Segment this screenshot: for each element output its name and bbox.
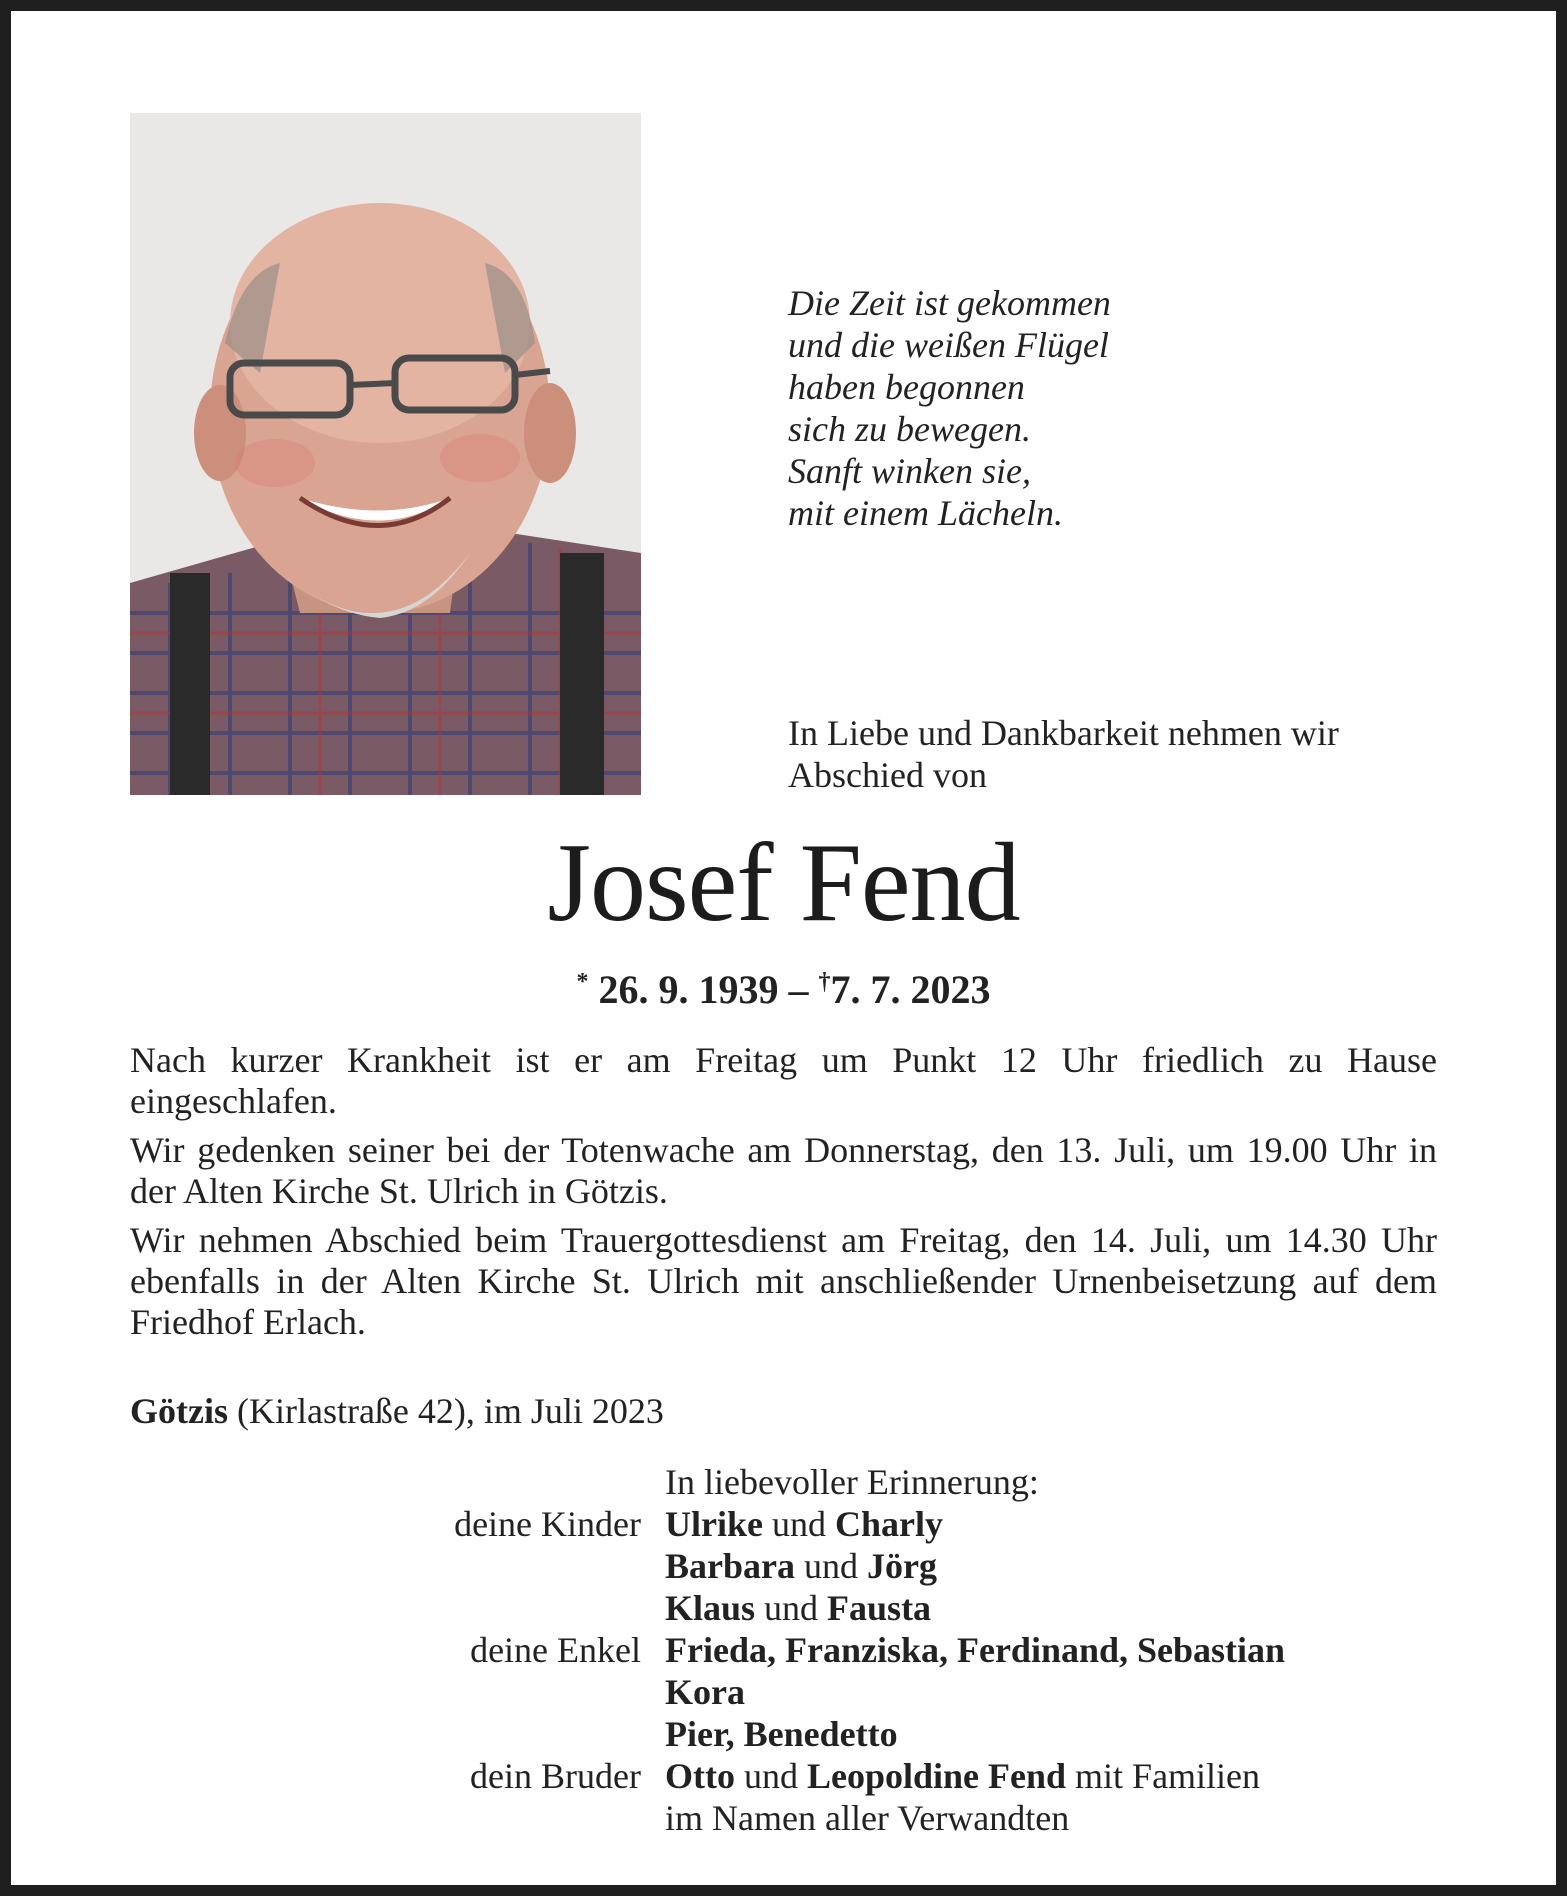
children-line xyxy=(665,1545,937,1587)
notice-text xyxy=(130,1040,1437,1351)
name: Barbara xyxy=(665,1546,795,1586)
conjunction: und xyxy=(762,1504,835,1544)
date-separator: – xyxy=(788,967,809,1012)
intro-line: Abschied von xyxy=(788,755,987,795)
name: Charly xyxy=(834,1504,943,1544)
name: Otto xyxy=(665,1756,735,1796)
poem-line: und die weißen Flügel xyxy=(788,325,1109,365)
family-list xyxy=(0,1461,1567,1839)
poem-line: Die Zeit ist gekommen xyxy=(788,283,1111,323)
paragraph: Wir nehmen Abschied beim Trauergottesdienst am Freitag, den 14. Juli, um 14.30 Uhr ebenfalls in der Alten Kirche St. Ulrich mit anschließender Urnenbeisetzung auf dem Friedhof Erlach. xyxy=(130,1220,1437,1342)
poem-line: sich zu bewegen. xyxy=(788,409,1031,449)
death-date: 7. 7. 2023 xyxy=(830,967,991,1012)
children-label: deine Kinder xyxy=(454,1504,641,1544)
suffix: mit Familien xyxy=(1066,1756,1261,1796)
death-symbol: † xyxy=(818,969,831,995)
conjunction: und xyxy=(795,1546,867,1586)
children-line xyxy=(665,1503,943,1545)
poem xyxy=(788,282,1111,534)
paragraph: Wir gedenken seiner bei der Totenwache am Donnerstag, den 13. Juli, um 19.00 Uhr in der Alten Kirche St. Ulrich in Götzis. xyxy=(130,1130,1437,1211)
children-line xyxy=(665,1587,931,1629)
deceased-name: Josef Fend xyxy=(547,821,1020,945)
family-heading: In liebevoller Erinnerung: xyxy=(665,1462,1039,1502)
portrait-photo xyxy=(130,113,641,795)
place-town: Götzis xyxy=(130,1391,228,1431)
poem-line: mit einem Lächeln. xyxy=(788,493,1063,533)
place-date-line xyxy=(130,1390,664,1432)
name: Ulrike xyxy=(665,1504,763,1544)
name: Kora xyxy=(665,1672,745,1712)
poem-line: Sanft winken sie, xyxy=(788,451,1031,491)
grandchildren-line xyxy=(665,1629,1285,1671)
poem-line: haben begonnen xyxy=(788,367,1025,407)
conjunction: und xyxy=(734,1756,807,1796)
name: Klaus xyxy=(665,1588,756,1628)
intro-line: In Liebe und Dankbarkeit nehmen wir xyxy=(788,713,1339,753)
birth-symbol: * xyxy=(576,969,589,995)
conjunction: und xyxy=(755,1588,828,1628)
name: Leopoldine Fend xyxy=(806,1756,1067,1796)
brother-line xyxy=(665,1755,1260,1797)
name: Pier, Benedetto xyxy=(665,1714,898,1754)
name: Frieda, Franziska, Ferdinand, Sebastian xyxy=(665,1630,1286,1670)
place-rest: (Kirlastraße 42), im Juli 2023 xyxy=(227,1391,664,1431)
brother-label: dein Bruder xyxy=(470,1756,641,1796)
life-dates xyxy=(0,958,1567,1014)
birth-date: 26. 9. 1939 xyxy=(598,967,779,1012)
grandchildren-line xyxy=(665,1671,745,1713)
paragraph: Nach kurzer Krankheit ist er am Freitag um Punkt 12 Uhr friedlich zu Hause eingeschlafen. xyxy=(130,1040,1437,1121)
grandchildren-line xyxy=(665,1713,898,1755)
name: Jörg xyxy=(867,1546,937,1586)
farewell-intro xyxy=(788,712,1339,796)
grandchildren-label: deine Enkel xyxy=(470,1630,641,1670)
name: Fausta xyxy=(827,1588,932,1628)
closing-line: im Namen aller Verwandten xyxy=(665,1798,1070,1838)
